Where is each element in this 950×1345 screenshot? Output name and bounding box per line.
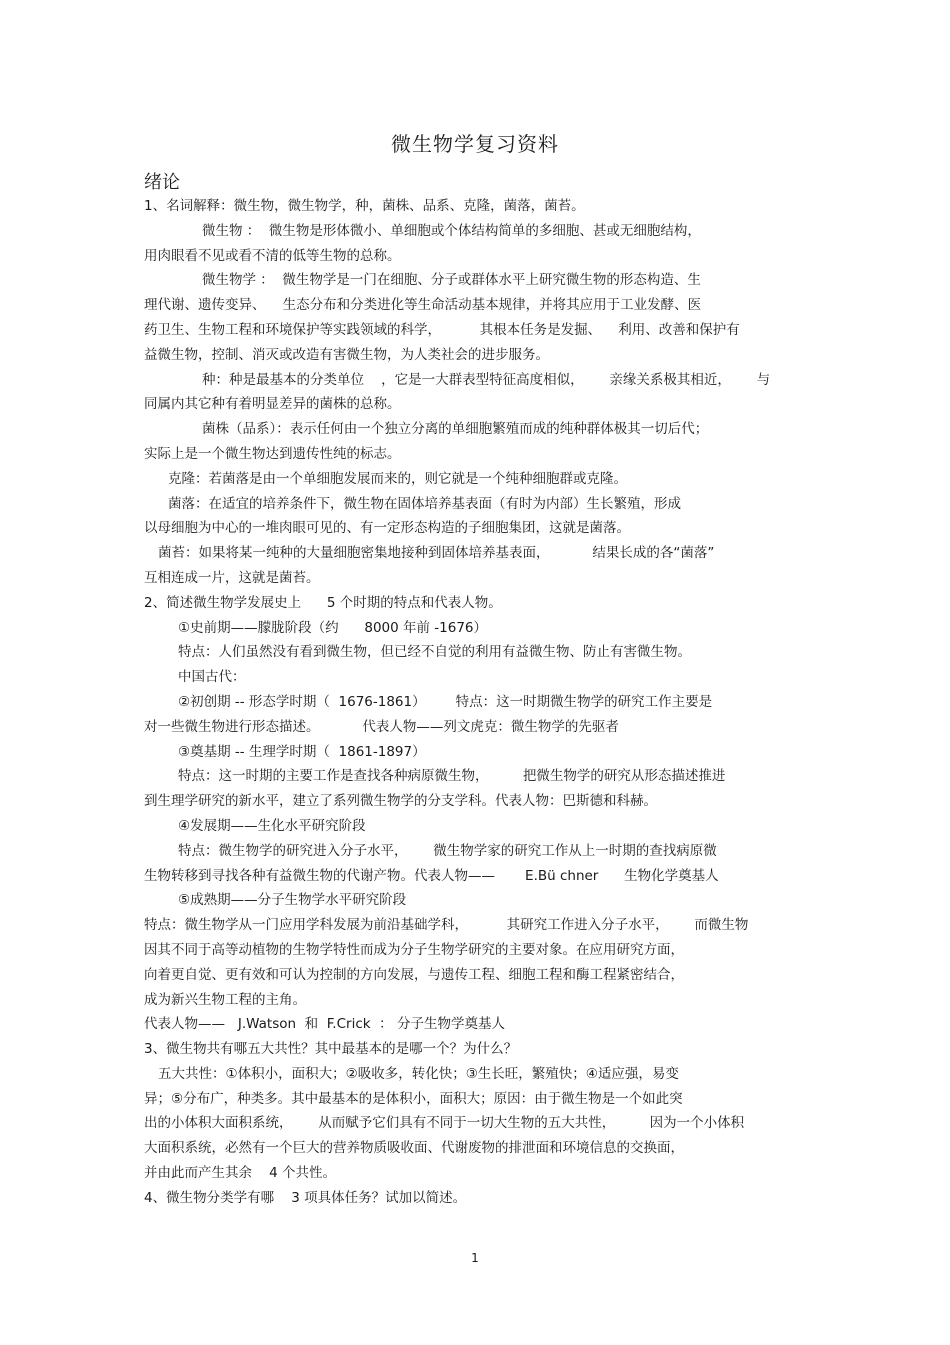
text-line: 3、微生物共有哪五大共性？其中最基本的是哪一个？为什么？ — [144, 1041, 518, 1058]
text-line: 菌落：在适宜的培养条件下，微生物在固体培养基表面（有时为内部）生长繁殖，形成 — [168, 495, 681, 512]
text-line: 并由此而产生其余 4 个共性。 — [144, 1165, 337, 1182]
text-line: 异；⑤分布广，种类多。其中最基本的是体积小，面积大；原因：由于微生物是一个如此突 — [144, 1090, 683, 1107]
text-line: 出的小体积大面积系统， 从而赋予它们具有不同于一切大生物的五大共性， 因为一个小体积 — [144, 1115, 745, 1132]
text-line: ④发展期——生化水平研究阶段 — [178, 817, 366, 834]
text-line: 克隆：若菌落是由一个单细胞发展而来的，则它就是一个纯种细胞群或克隆。 — [168, 470, 627, 487]
text-line: 用肉眼看不见或看不清的低等生物的总称。 — [144, 247, 401, 264]
text-line: 代表人物—— J.Watson 和 F.Crick ： 分子生物学奠基人 — [144, 1016, 505, 1033]
text-line: 特点：微生物学的研究进入分子水平， 微生物学家的研究工作从上一时期的查找病原微 — [178, 842, 717, 859]
text-line: ①史前期——朦胧阶段（约 8000 年前 -1676） — [178, 619, 488, 636]
text-line: 微生物 ： 微生物是形体微小、单细胞或个体结构简单的多细胞、甚或无细胞结构， — [202, 222, 701, 239]
text-line: 五大共性：①体积小，面积大；②吸收多，转化快；③生长旺，繁殖快；④适应强，易变 — [158, 1065, 679, 1082]
text-line: 大面积系统，必然有一个巨大的营养物质吸收面、代谢废物的排泄面和环境信息的交换面， — [144, 1140, 684, 1157]
text-line: 实际上是一个微生物达到遗传性纯的标志。 — [144, 445, 401, 462]
text-line: 互相连成一片，这就是菌苔。 — [144, 569, 320, 586]
text-line: ③奠基期 -- 生理学时期（ 1861-1897） — [178, 743, 426, 760]
text-line: 菌株（品系）：表示任何由一个独立分离的单细胞繁殖而成的纯种群体极其一切后代； — [202, 421, 709, 438]
text-line: 种：种是最基本的分类单位 ，它是一大群表型特征高度相似， 亲缘关系极其相近， 与 — [202, 371, 771, 388]
text-line: 中国古代： — [178, 669, 246, 686]
document-body — [144, 194, 809, 1211]
text-line: 菌苔：如果将某一纯种的大量细胞密集地接种到固体培养基表面， 结果长成的各“菌落” — [158, 545, 715, 562]
text-line: 以母细胞为中心的一堆肉眼可见的、有一定形态构造的子细胞集团，这就是菌落。 — [144, 520, 630, 537]
text-line: ②初创期 -- 形态学时期（ 1676-1861） 特点：这一时期微生物学的研究工作主要是 — [178, 693, 713, 710]
text-line: 4、微生物分类学有哪 3 项具体任务？试加以简述。 — [144, 1189, 467, 1206]
text-line: 理代谢、遗传变异、 生态分布和分类进化等生命活动基本规律，并将其应用于工业发酵、医 — [144, 297, 702, 314]
section-heading: 绪论 — [144, 172, 180, 193]
text-line: 特点：微生物学从一门应用学科发展为前沿基础学科， 其研究工作进入分子水平， 而微生物 — [144, 917, 749, 934]
text-line: 微生物学 ： 微生物学是一门在细胞、分子或群体水平上研究微生物的形态构造、生 — [202, 272, 701, 289]
text-line: 1、名词解释：微生物，微生物学，种，菌株、品系、克隆，菌落，菌苔。 — [144, 198, 585, 214]
text-line: 2、简述微生物学发展史上 5 个时期的特点和代表人物。 — [144, 594, 502, 611]
text-line: 因其不同于高等动植物的生物学特性而成为分子生物学研究的主要对象。在应用研究方面， — [144, 941, 684, 958]
text-line: 成为新兴生物工程的主角。 — [144, 991, 306, 1008]
text-line: 对一些微生物进行形态描述。 代表人物——列文虎克：微生物学的先驱者 — [144, 718, 619, 735]
text-line: 生物转移到寻找各种有益微生物的代谢产物。代表人物—— E.Bü chner 生物化学奠基人 — [144, 867, 719, 884]
text-line: 益微生物，控制、消灭或改造有害微生物，为人类社会的进步服务。 — [144, 346, 549, 363]
page-number: 1 — [471, 1251, 479, 1265]
text-line: 药卫生、生物工程和环境保护等实践领域的科学， 其根本任务是发掘、 利用、改善和保护有 — [144, 321, 740, 338]
text-line: 特点：人们虽然没有看到微生物，但已经不自觉的利用有益微生物、防止有害微生物。 — [178, 644, 691, 661]
text-line: 到生理学研究的新水平，建立了系列微生物学的分支学科。代表人物：巴斯德和科赫。 — [144, 793, 657, 810]
text-line: 同属内其它种有着明显差异的菌株的总称。 — [144, 396, 401, 413]
text-line: ⑤成熟期——分子生物学水平研究阶段 — [178, 892, 407, 909]
text-line: 向着更自觉、更有效和可认为控制的方向发展，与遗传工程、细胞工程和酶工程紧密结合， — [144, 966, 684, 983]
document-title: 微生物学复习资料 — [391, 132, 559, 156]
text-line: 特点：这一时期的主要工作是查找各种病原微生物， 把微生物学的研究从形态描述推进 — [178, 768, 726, 785]
